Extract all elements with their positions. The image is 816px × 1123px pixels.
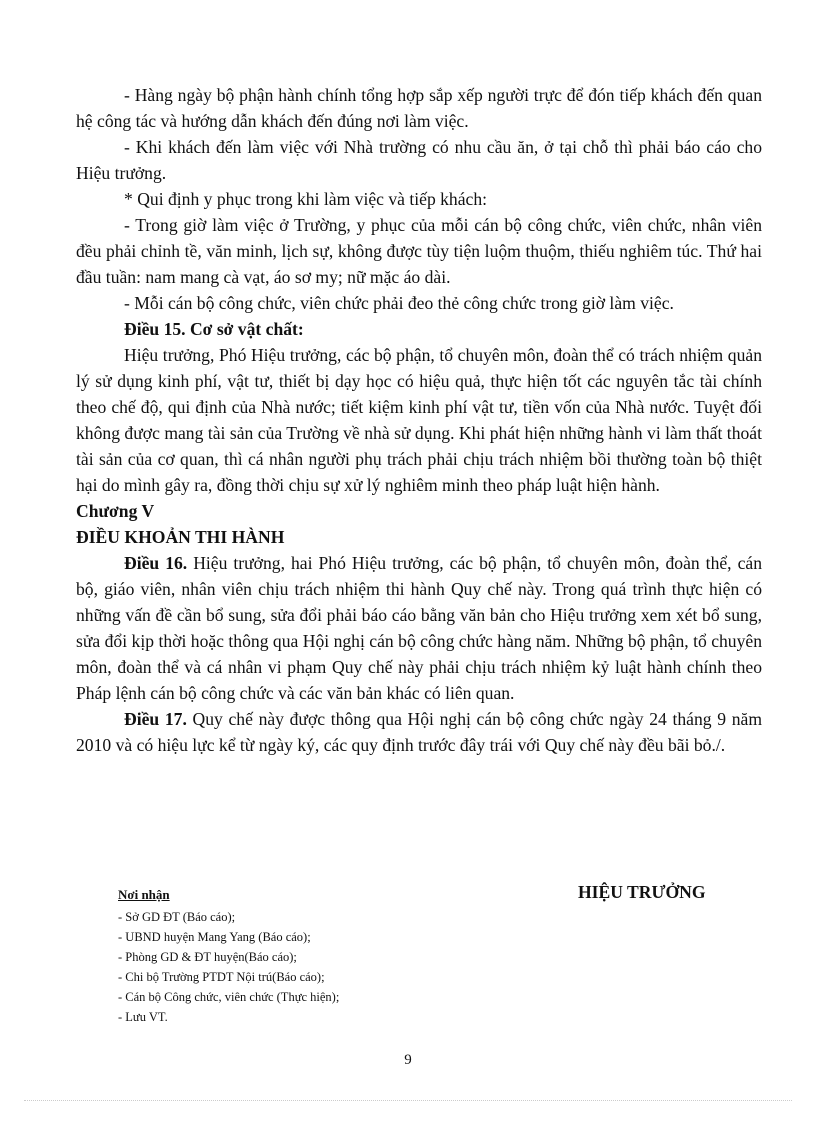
- paragraph-guest-meals: - Khi khách đến làm việc với Nhà trường có nhu cầu ăn, ở tại chỗ thì phải báo cáo cho Hiệu trưởng.: [76, 137, 762, 183]
- page-number: 9: [404, 1052, 412, 1068]
- page-bottom-divider: [24, 1100, 792, 1101]
- signature-title: HIỆU TRƯỞNG: [578, 882, 706, 902]
- article-16-text: Hiệu trưởng, hai Phó Hiệu trưởng, các bộ phận, tổ chuyên môn, đoàn thể, cán bộ, giáo viên, nhân viên chịu trách nhiệm thi hành Quy chế này. Trong quá trình thực hiện có những vấn đề cần bổ sung, sửa đổi phải báo cáo bằng văn bản cho Hiệu trưởng xem xét bổ sung, sửa đổi kịp thời hoặc thông qua Hội nghị cán bộ công chức hàng năm. Những bộ phận, tổ chuyên môn, đoàn thể và cá nhân vi phạm Quy chế này phải chịu trách nhiệm kỷ luật hành chính theo Pháp lệnh cán bộ công chức và các văn bản khác có liên quan.: [76, 553, 762, 703]
- recipient-item: - Phòng GD & ĐT huyện(Báo cáo);: [118, 950, 297, 964]
- article-16-label: Điều 16.: [124, 553, 188, 573]
- article-15-text: Hiệu trưởng, Phó Hiệu trưởng, các bộ phận, tổ chuyên môn, đoàn thể có trách nhiệm quản lý sử dụng kinh phí, vật tư, thiết bị dạy học có hiệu quả, thực hiện tốt các nguyên tắc tài chính theo chế độ, qui định của Nhà nước; tiết kiệm kinh phí vật tư, tiền vốn của Nhà nước. Tuyệt đối không được mang tài sản của Trường về nhà sử dụng. Khi phát hiện những hành vi làm thất thoát tài sản của cơ quan, thì cá nhân người phụ trách phải chịu trách nhiệm bồi thường toàn bộ thiệt hại do mình gây ra, đồng thời chịu sự xử lý nghiêm minh theo pháp luật hiện hành.: [76, 345, 762, 495]
- chapter-number: Chương V: [76, 501, 155, 521]
- paragraph-reception-duty: - Hàng ngày bộ phận hành chính tổng hợp sắp xếp người trực để đón tiếp khách đến quan hệ công tác và hướng dẫn khách đến đúng nơi làm việc.: [76, 85, 762, 131]
- article-17-text: Quy chế này được thông qua Hội nghị cán bộ công chức ngày 24 tháng 9 năm 2010 và có hiệu lực kể từ ngày ký, các quy định trước đây trái với Quy chế này đều bãi bỏ./.: [76, 709, 763, 755]
- recipient-item: - Sở GD ĐT (Báo cáo);: [118, 910, 236, 924]
- recipients-title: Nơi nhận: [118, 887, 170, 902]
- chapter-title: ĐIỀU KHOẢN THI HÀNH: [76, 527, 285, 547]
- article-16: [76, 550, 762, 706]
- article-17-label: Điều 17.: [124, 709, 187, 729]
- recipient-item: - Lưu VT.: [118, 1010, 168, 1024]
- recipient-item: - Chi bộ Trường PTDT Nội trú(Báo cáo);: [118, 970, 325, 984]
- article-15-heading: Điều 15. Cơ sở vật chất:: [124, 319, 304, 339]
- article-17: [76, 706, 762, 758]
- paragraph-dress-code: - Trong giờ làm việc ở Trường, y phục của mỗi cán bộ công chức, viên chức, nhân viên đều phải chỉnh tề, văn minh, lịch sự, không được tùy tiện luộm thuộm, thiếu nghiêm túc. Thứ hai đầu tuần: nam mang cà vạt, áo sơ my; nữ mặc áo dài.: [76, 215, 762, 287]
- recipients-list: [118, 907, 438, 1027]
- paragraph-id-badge: - Mỗi cán bộ công chức, viên chức phải đeo thẻ công chức trong giờ làm việc.: [124, 293, 674, 313]
- recipient-item: - Cán bộ Công chức, viên chức (Thực hiện);: [118, 990, 340, 1004]
- recipient-item: - UBND huyện Mang Yang (Báo cáo);: [118, 930, 311, 944]
- document-body: [76, 82, 762, 758]
- recipients-block: [118, 885, 438, 1027]
- paragraph-dress-code-heading: * Qui định y phục trong khi làm việc và tiếp khách:: [124, 189, 488, 209]
